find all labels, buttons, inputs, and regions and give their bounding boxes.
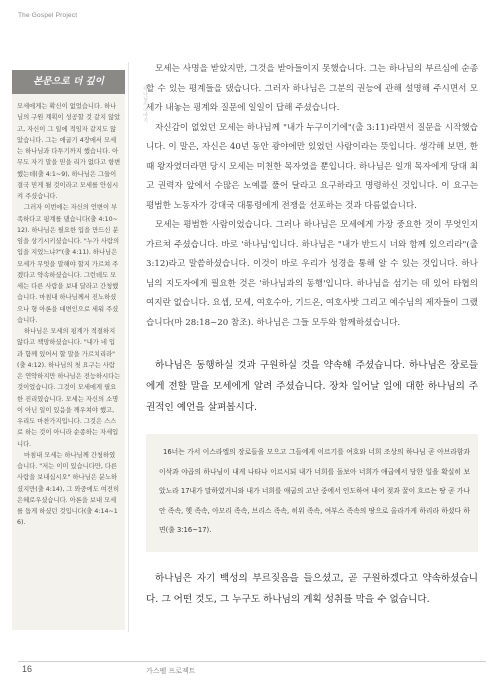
body-paragraph: 자신감이 없었던 모세는 하나님께 "내가 누구이기에"(출 3:11)라면서 질문을 시작했습니다. 이 말은, 자신은 40년 동안 광야에만 있었던 사람이라는 뜻입니다. 생각해 보면, 한때 왕자였더라면 당시 모세는 미천한 목자였을 뿐입니다. 하나님은 일개 목자에게 당대 최고 권력자 앞에서 수많은 노예를 풀어 달라고 요구하라고 명령하신 것입니다. 이 요구는 평범한 노동자가 강대국 대통령에게 전쟁을 선포하는 것과 다름없습니다. xyxy=(146,122,478,211)
sidebar-paragraph: 그러자 이번에는 자신의 언변이 부족하다고 핑계를 댔습니다(출 4:10~12). 하나님은 필요한 입을 만드신 분임을 상기시키셨습니다. "누가 사람의 입을 지었느냐?"(출 4:11). 하나님은 모세가 무엇을 말해야 할지 가르쳐 주겠다고 약속하셨습니다. 그런데도 모세는 다른 사람을 보내 달라고 간청했습니다. 마침내 하나님께서 진노하셨으나 형 아론을 대변인으로 세워 주셨습니다. xyxy=(17,204,120,324)
footer-title: 가스펠 프로젝트 xyxy=(146,667,196,675)
sidebar-paragraph: 하나님은 모세의 핑계가 적절하지 않다고 책망하셨습니다. "내가 네 입과 함께 있어서 할 말을 가르치리라"(출 4:12). 하나님의 첫 요구는 사람은 연약하지만 하나님은 전능하시다는 것이었습니다. 그것이 모세에게 필요한 진리였습니다. 모세는 자신의 소명이 아닌 일이 있음을 깨우쳐야 했고, 우리도 마찬가지입니다. 그것은 스스로 하는 것이 아니라 순종하는 자세입니다. xyxy=(17,328,121,448)
body-paragraph: 모세는 평범한 사람이었습니다. 그러나 하나님은 모세에게 가장 중요한 것이 무엇인지 가르쳐 주셨습니다. 바로 '하나님'입니다. 하나님은 "내가 반드시 너와 함께 있으리라"(출 3:12)라고 말씀하셨습니다. 이것이 바로 우리가 성경을 통해 알 수 있는 것입니다. 하나님의 지도자에게 필요한 것은 '하나님과의 동행'입니다. 하나님을 섬기는 데 있어 타협의 여지란 없습니다. 요셉, 모세, 여호수아, 기드온, 여호사밧 그리고 예수님의 제자들이 그랬습니다(마 28:18~20 참조). 하나님은 그들 모두와 함께하셨습니다. xyxy=(146,220,478,328)
running-header: The Gospel Project xyxy=(18,12,78,19)
footer-divider xyxy=(18,661,486,662)
sidebar-title: 본문으로 더 깊이 xyxy=(12,70,125,94)
column-divider xyxy=(128,62,129,632)
sidebar-paragraph: 마침내 모세는 하나님께 간청하였습니다. "저는 이미 있습니다만, 다른 사람을 보내십시오" 하나님은 분노하셨지만(출 4:14), 그 와중에도 여전히 은혜로우셨습니다. 아론을 보내 모세를 돕게 하셨던 것입니다(출 4:14~16). xyxy=(17,451,120,527)
sidebar-body xyxy=(17,101,121,529)
sidebar-paragraph: 모세에게는 확신이 없었습니다. 하나님의 구원 계획이 성공할 것 같지 않았고, 자신이 그 일에 적임자 같지도 않았습니다. 그는 애굽기 4장에서 모세는 하나님과 다투기까지 했습니다. 아무도 자기 말을 믿을 리가 없다고 항변했는데(출 4:1~9), 하나님은 그들이 결국 믿게 될 것이라고 모세를 안심시켜 주셨습니다. xyxy=(17,103,121,200)
side-section-label: 하나님의 이야기 xyxy=(142,86,148,123)
page-number: 16 xyxy=(22,664,33,674)
emphasis-paragraph: 하나님은 동행하실 것과 구원하실 것을 약속해 주셨습니다. 하나님은 장로들에게 전할 말을 모세에게 알려 주셨습니다. 장차 일어날 일에 대한 하나님의 주권적인 예언을 살펴봅시다. xyxy=(146,360,478,413)
closing-paragraph: 하나님은 자기 백성의 부르짖음을 들으셨고, 곧 구원하겠다고 약속하셨습니다. 그 어떤 것도, 그 누구도 하나님의 계획 성취를 막을 수 없습니다. xyxy=(146,572,478,605)
body-paragraph: 모세는 사명을 받았지만, 그것을 받아들이지 못했습니다. 그는 하나님의 부르심에 순종할 수 있는 평계들을 댔습니다. 그러자 하나님은 그분의 권능에 관해 설명해 주시면서 모세가 내놓는 핑계와 질문에 일일이 답해 주셨습니다. xyxy=(146,64,478,113)
main-column xyxy=(146,60,478,610)
sidebar-box xyxy=(12,70,125,630)
scripture-quote: 16너는 가서 이스라엘의 장로들을 모으고 그들에게 이르기를 여호와 너희 조상의 하나님 곧 아브라함과 이삭과 야곱의 하나님이 내게 나타나 이르시되 내가 너희를 돌보아 너희가 애굽에서 당한 일을 확실히 보았노라 17내가 말하였거니와 내가 너희를 애굽의 고난 중에서 인도하여 내어 젖과 꿀이 흐르는 땅 곧 가나안 족속, 헷 족속, 아모리 족속, 브리스 족속, 히위 족속, 여부스 족속의 땅으로 올라가게 하리라 하셨다 하면(출 3:16~17). xyxy=(146,434,478,552)
